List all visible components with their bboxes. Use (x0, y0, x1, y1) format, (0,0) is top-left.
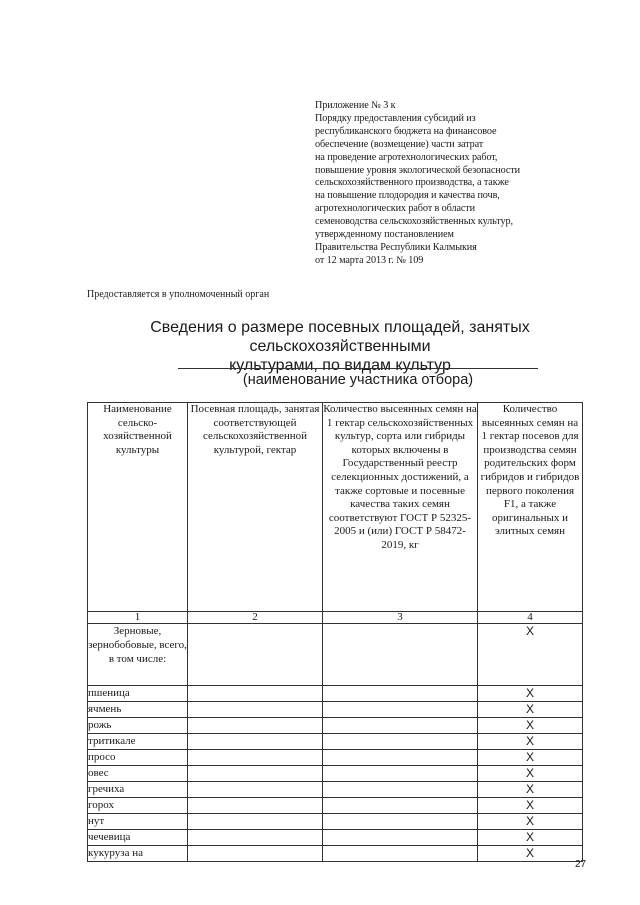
appendix-line: утвержденному постановлением (315, 229, 454, 241)
not-applicable-mark: Х (478, 718, 583, 734)
seeds-cell[interactable] (323, 830, 478, 846)
appendix-line: на повышение плодородия и качества почв, (315, 190, 500, 202)
not-applicable-mark: Х (478, 766, 583, 782)
crop-name: гречиха (88, 782, 188, 798)
table-row (88, 702, 583, 718)
column-number: 2 (188, 612, 323, 624)
seeds-cell[interactable] (323, 686, 478, 702)
header-seeds-per-hectare: Количество высеянных семян на 1 гектар сельскохозяйственных культур, сорта или гибриды которых включены в Государственный реестр селекционных достижений, а также сортовые и посевные качества таких семян соответствуют ГОСТ Р 52325-2005 и (или) ГОСТ Р 58472-2019, кг (323, 403, 478, 612)
sown-area-cell[interactable] (188, 702, 323, 718)
sown-area-cell[interactable] (188, 750, 323, 766)
appendix-line: повышение уровня экологической безопасности (315, 164, 521, 176)
sown-area-cell[interactable] (188, 814, 323, 830)
sown-area-cell[interactable] (188, 686, 323, 702)
table-header-row (88, 403, 583, 612)
sown-area-cell[interactable] (188, 798, 323, 814)
crop-name: горох (88, 798, 188, 814)
seeds-cell[interactable] (323, 624, 478, 686)
submitted-to-text: Предоставляется в уполномоченный орган (87, 289, 270, 300)
table-row (88, 686, 583, 702)
seeds-cell[interactable] (323, 798, 478, 814)
not-applicable-mark: Х (478, 814, 583, 830)
appendix-line: республиканского бюджета на финансовое (315, 125, 497, 137)
crop-name: просо (88, 750, 188, 766)
not-applicable-mark: Х (478, 702, 583, 718)
column-number-row (88, 612, 583, 624)
page-number: 27 (575, 859, 587, 870)
seeds-cell[interactable] (323, 718, 478, 734)
appendix-line: сельскохозяйственного производства, а также (315, 177, 509, 189)
table-row (88, 846, 583, 862)
header-crop-name: Наименование сельско-хозяйственной культуры (88, 403, 188, 612)
title-line-2: культурами, по видам культур (229, 357, 451, 374)
appendix-line: от 12 марта 2013 г. № 109 (315, 254, 424, 266)
not-applicable-mark: Х (478, 750, 583, 766)
sown-area-cell[interactable] (188, 830, 323, 846)
seeds-cell[interactable] (323, 750, 478, 766)
column-number: 1 (88, 612, 188, 624)
table-row (88, 750, 583, 766)
participant-name-line (178, 368, 538, 369)
not-applicable-mark: Х (478, 782, 583, 798)
seeds-cell[interactable] (323, 846, 478, 862)
seeds-cell[interactable] (323, 734, 478, 750)
appendix-line: обеспечение (возмещение) части затрат (315, 138, 484, 150)
sown-area-cell[interactable] (188, 624, 323, 686)
table-row (88, 734, 583, 750)
appendix-line: на проведение агротехнологических работ, (315, 151, 498, 163)
table-row (88, 718, 583, 734)
crop-name: овес (88, 766, 188, 782)
table-row (88, 782, 583, 798)
appendix-block (315, 100, 615, 268)
appendix-line: семеноводства сельскохозяйственных культур, (315, 216, 513, 228)
header-hybrid-seeds-per-hectare: Количество высеянных семян на 1 гектар посевов для производства семян родительских форм гибридов и гибридов первого поколения F1, а также оригинальных и элитных семян (478, 403, 583, 612)
not-applicable-mark: Х (478, 830, 583, 846)
crop-name: Зерновые, зернобобовые, всего, в том числе: (88, 624, 188, 686)
not-applicable-mark: Х (478, 798, 583, 814)
document-title (80, 318, 600, 375)
not-applicable-mark: Х (478, 734, 583, 750)
appendix-line: Порядку предоставления субсидий из (315, 112, 476, 124)
participant-label: (наименование участника отбора) (242, 372, 474, 388)
table-row (88, 766, 583, 782)
column-number: 3 (323, 612, 478, 624)
table-row (88, 798, 583, 814)
seeds-cell[interactable] (323, 782, 478, 798)
seeds-cell[interactable] (323, 702, 478, 718)
appendix-line: агротехнологических работ в области (315, 203, 476, 215)
crop-name: тритикале (88, 734, 188, 750)
table-row (88, 624, 583, 686)
sown-area-cell[interactable] (188, 846, 323, 862)
not-applicable-mark: Х (478, 846, 583, 862)
title-line-1: Сведения о размере посевных площадей, занятых сельскохозяйственными (150, 319, 530, 355)
table-row (88, 830, 583, 846)
seeds-cell[interactable] (323, 766, 478, 782)
seeds-cell[interactable] (323, 814, 478, 830)
sown-area-cell[interactable] (188, 718, 323, 734)
crop-area-table (87, 402, 583, 862)
crop-name: чечевица (88, 830, 188, 846)
appendix-line: Правительства Республики Калмыкия (315, 241, 477, 253)
table-row (88, 814, 583, 830)
crop-name: кукуруза на (88, 846, 188, 862)
column-number: 4 (478, 612, 583, 624)
sown-area-cell[interactable] (188, 766, 323, 782)
sown-area-cell[interactable] (188, 734, 323, 750)
sown-area-cell[interactable] (188, 782, 323, 798)
crop-name: нут (88, 814, 188, 830)
not-applicable-mark: Х (478, 624, 583, 686)
not-applicable-mark: Х (478, 686, 583, 702)
crop-name: ячмень (88, 702, 188, 718)
crop-name: пшеница (88, 686, 188, 702)
appendix-line: Приложение № 3 к (315, 100, 396, 111)
header-sown-area: Посевная площадь, занятая соответствующей сельскохозяйственной культурой, гектар (188, 403, 323, 612)
crop-name: рожь (88, 718, 188, 734)
